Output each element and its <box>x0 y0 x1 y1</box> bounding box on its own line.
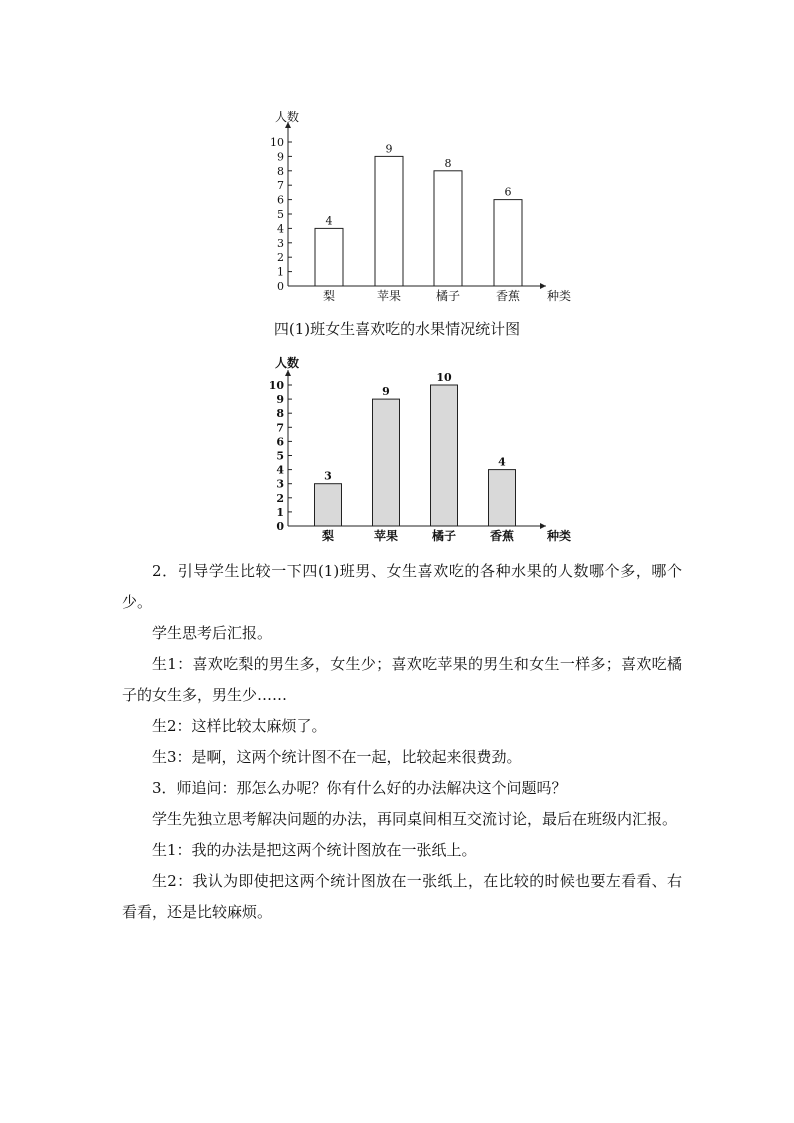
chart-1-data-label: 9 <box>385 142 393 156</box>
chart-1-data-label: 4 <box>325 214 333 228</box>
paragraph: 学生思考后汇报。 <box>152 624 273 642</box>
chart-1-y-tick-label: 8 <box>277 164 284 178</box>
body-text <box>122 556 682 928</box>
chart-2-data-label: 10 <box>436 371 452 384</box>
chart-1-y-tick-label: 1 <box>277 265 284 279</box>
chart-2-category-label: 橘子 <box>431 529 457 543</box>
chart-1-bar <box>315 228 343 286</box>
chart-2-y-tick-label: 7 <box>276 421 284 435</box>
chart-1-bar <box>375 156 403 286</box>
chart-2-y-tick-label: 5 <box>276 449 284 463</box>
paragraph: 生2：这样比较太麻烦了。 <box>152 717 327 735</box>
chart-1-bar <box>494 200 522 286</box>
chart-1-y-tick-label: 9 <box>277 150 284 164</box>
chart-2-bar <box>431 385 458 526</box>
chart-2-y-tick-label: 9 <box>276 393 284 407</box>
chart-2-y-tick-label: 6 <box>276 435 284 449</box>
chart-2-y-tick-label: 10 <box>268 379 284 392</box>
chart-1-category-label: 橘子 <box>435 289 461 303</box>
chart-2-y-tick-label: 4 <box>276 463 284 477</box>
chart-1-y-tick-label: 6 <box>277 193 284 207</box>
chart-2-y-tick-label: 8 <box>276 407 284 421</box>
chart-2-x-axis-label: 种类 <box>547 529 572 543</box>
chart-1-data-label: 8 <box>444 156 452 170</box>
chart-2-data-label: 4 <box>498 455 506 469</box>
chart-1-category-label: 梨 <box>322 289 336 303</box>
chart-1-y-tick-label: 0 <box>277 280 284 293</box>
chart-2-data-label: 9 <box>382 385 390 399</box>
chart-1-category-label: 苹果 <box>376 289 402 303</box>
chart-1-y-tick-label: 3 <box>277 236 284 250</box>
chart-2-category-label: 香蕉 <box>489 529 515 543</box>
chart-1-y-tick-label: 4 <box>277 222 284 236</box>
paragraph: 生3：是啊，这两个统计图不在一起，比较起来很费劲。 <box>152 748 522 766</box>
chart-2-bar <box>315 484 342 526</box>
chart-1-y-tick-label: 7 <box>277 179 284 193</box>
chart-1-y-tick-label: 2 <box>277 251 284 265</box>
chart-2-y-axis-label: 人数 <box>274 356 300 370</box>
chart-2-category-label: 苹果 <box>373 529 399 543</box>
paragraph: 生2：我认为即使把这两个统计图放在一张纸上，在比较的时候也要左看看、右看看，还是比较麻烦。 <box>122 872 682 921</box>
chart-1-y-tick-label: 10 <box>270 136 284 149</box>
chart-2-bar <box>373 399 400 526</box>
paragraph: 2．引导学生比较一下四(1)班男、女生喜欢吃的各种水果的人数哪个多，哪个少。 <box>122 562 682 611</box>
chart-1-x-axis-label: 种类 <box>547 289 572 303</box>
chart-2-y-tick-label: 3 <box>276 477 284 491</box>
chart-2-data-label: 3 <box>324 469 332 483</box>
paragraph: 生1：喜欢吃梨的男生多，女生少；喜欢吃苹果的男生和女生一样多；喜欢吃橘子的女生多，男生少…… <box>122 655 682 704</box>
chart-2-category-label: 梨 <box>321 529 335 543</box>
chart-2-x-axis-arrow <box>540 523 546 529</box>
chart-1-data-label: 6 <box>504 185 512 199</box>
chart-1-y-tick-label: 5 <box>277 208 284 221</box>
chart-2-title: 四(1)班女生喜欢吃的水果情况统计图 <box>273 320 521 338</box>
paragraph: 学生先独立思考解决问题的办法，再同桌间相互交流讨论，最后在班级内汇报。 <box>152 810 678 828</box>
paragraph: 3．师追问：那怎么办呢？你有什么好的办法解决这个问题吗？ <box>152 779 567 797</box>
chart-2-y-axis-arrow <box>285 370 291 376</box>
chart-2-bar <box>489 470 516 526</box>
chart-2-y-tick-label: 2 <box>276 491 284 505</box>
chart-1-category-label: 香蕉 <box>495 289 521 303</box>
chart-1-x-axis-arrow <box>540 283 546 289</box>
charts-canvas <box>0 0 794 545</box>
chart-2-y-tick-label: 0 <box>276 520 284 533</box>
chart-1-bar <box>434 171 462 286</box>
paragraph: 生1：我的办法是把这两个统计图放在一张纸上。 <box>152 841 477 859</box>
chart-2-y-tick-label: 1 <box>276 505 284 519</box>
chart-1-y-axis-label: 人数 <box>274 110 300 124</box>
